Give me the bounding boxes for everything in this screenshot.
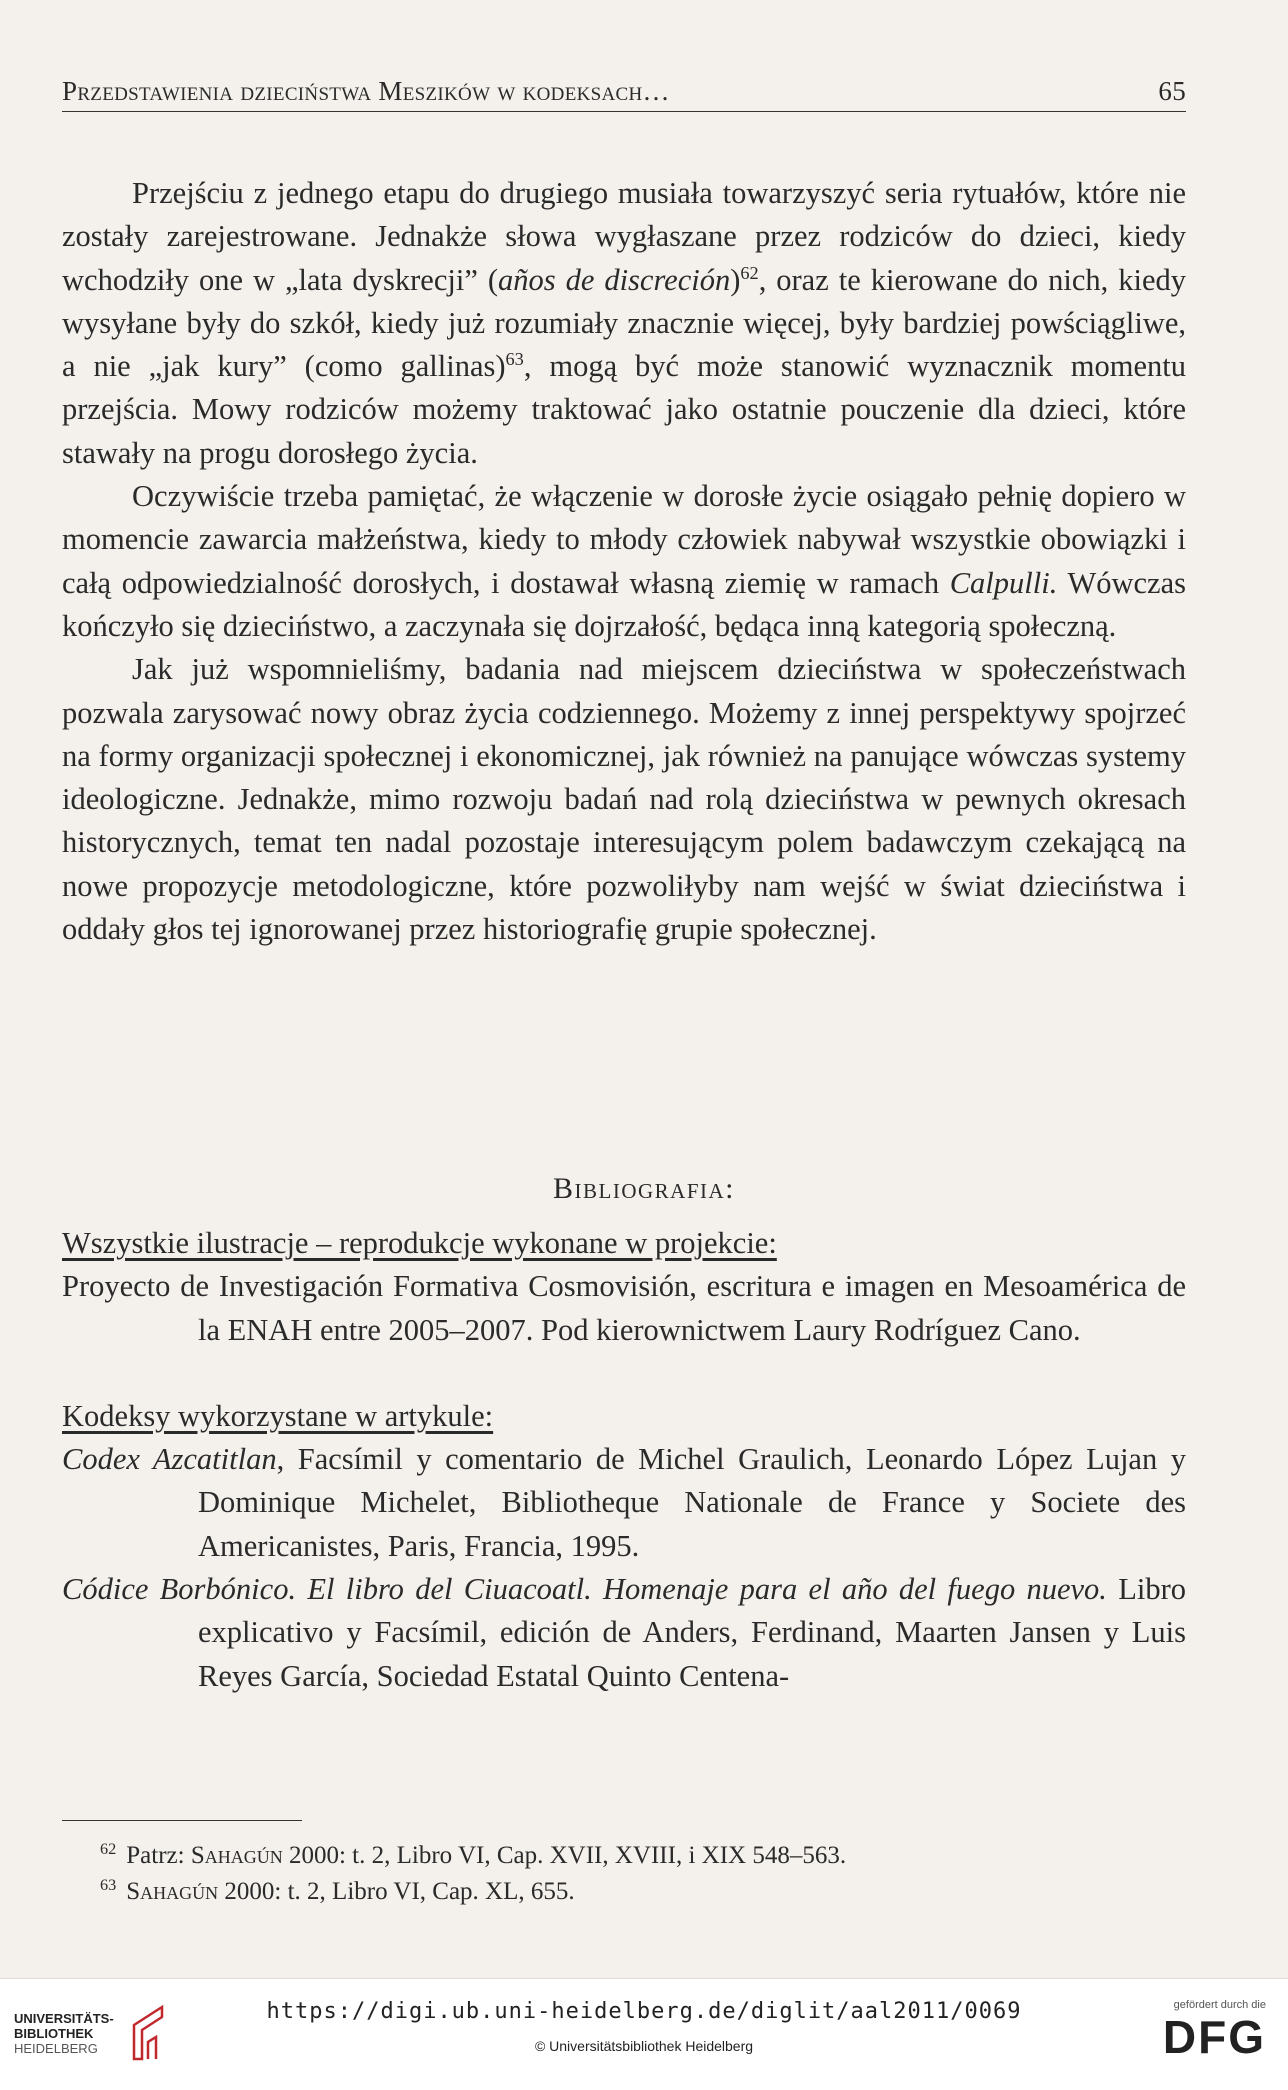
entry-details: , Facsímil y comentario de Michel Graulich, Leonardo López Lujan y Dominique Michelet, Bibliotheque Nationale de France y Societe des Americanistes, Paris, Francia, 1995. [198, 1442, 1186, 1563]
main-text [62, 172, 1186, 951]
permalink-url[interactable]: https://digi.ub.uni-heidelberg.de/diglit/aal2011/0069 [266, 1999, 1022, 2024]
footnote-author: Sahagún [126, 1878, 219, 1905]
footnote-ref-63[interactable]: 63 [505, 349, 524, 370]
bibliography-subheading-codices: Kodeksy wykorzystane w artykule: [62, 1398, 494, 1433]
paragraph-2-text-c: Wówczas kończyło się dzieciństwo, a zaczynała się dojrzałość, będąca inną kategorią społeczną. [62, 565, 1186, 643]
running-head [62, 76, 1186, 112]
paragraph-1-text-a: Przejściu z jednego etapu do drugiego musiała towarzyszyć seria rytuałów, które nie zostały zarejestrowane. Jednakże słowa wygłaszane przez rodziców do dzieci, kiedy wchodziły one w „lata dyskrecji” ( [62, 176, 1186, 297]
footer-center [0, 1999, 1288, 2054]
spacer [62, 1352, 1186, 1395]
paragraph-2-italic: Calpulli. [949, 565, 1058, 600]
bibliography-entry [62, 1568, 1186, 1698]
footnote-text: 2000: t. 2, Libro VI, Cap. XVII, XVIII, i XIX 548–563. [282, 1842, 847, 1869]
paragraph-1-text-c: ) [730, 262, 741, 297]
digitization-footer [0, 1978, 1288, 2090]
page-number: 65 [1158, 76, 1186, 106]
footnote-62 [100, 1838, 1186, 1874]
footnote-number: 63 [100, 1875, 117, 1894]
bibliography-heading: Bibliografia: [552, 1172, 735, 1205]
entry-title: Códice Borbónico. El libro del Ciuacoatl. Homenaje para el año del fuego nuevo. [62, 1572, 1107, 1607]
paragraph-1-text-e: , mogą być może stanowić wyznacznik momentu przejścia. Mowy rodziców możemy traktować jako ostatnie pouczenie dla dzieci, które stawały na progu dorosłego życia. [62, 349, 1187, 470]
footnote-author: Sahagún [190, 1842, 283, 1869]
running-title: Przedstawienia dzieciństwa Meszików w kodeksach… [62, 76, 670, 106]
footnote-prefix: Patrz: [126, 1842, 191, 1869]
copyright-notice: © Universitätsbibliothek Heidelberg [534, 2038, 754, 2054]
funding-note: gefördert durch die [1173, 1999, 1266, 2011]
footnote-text: 2000: t. 2, Libro VI, Cap. XL, 655. [218, 1878, 575, 1905]
bibliography-entry: Proyecto de Investigación Formativa Cosmovisión, escritura e imagen en Mesoamérica de la ENAH entre 2005–2007. Pod kierownictwem Laury Rodríguez Cano. [62, 1269, 1186, 1347]
library-name-line: UNIVERSITÄTS- [14, 2010, 114, 2026]
paragraph-3: Jak już wspomnieliśmy, badania nad miejscem dzieciństwa w społeczeństwach pozwala zarysować nowy obraz życia codziennego. Możemy z innej perspektywy spojrzeć na formy organizacji społecznej i ekonomicznej, jak również na panujące wówczas systemy ideologiczne. Jednakże, mimo rozwoju badań nad rolą dzieciństwa w pewnych okresach historycznych, temat ten nadal pozostaje interesującym polem badawczym czekającą na nowe propozycje metodologiczne, które pozwoliłyby nam wejść w świat dzieciństwa i oddały głos tej ignorowanej przez historiografię grupie społecznej. [62, 652, 1186, 947]
paragraph-1 [62, 172, 1186, 475]
paragraph-1-italic: años de discreción [497, 262, 731, 297]
dfg-funding[interactable] [1163, 1999, 1266, 2063]
footnote-63 [100, 1874, 1186, 1910]
paragraph-2-text-a: Oczywiście trzeba pamiętać, że włączenie w dorosłe życie osiągało pełnię dopiero w momencie zawarcia małżeństwa, kiedy to młody człowiek nabywał wszystkie obowiązki i całą odpowiedzialność dorosłych, i dostawał własną ziemię w ramach [62, 479, 1186, 600]
dfg-logo: DFG [1162, 2011, 1266, 2063]
footnote-divider [62, 1820, 302, 1821]
entry-details: Libro explicativo y Facsímil, edición de Anders, Ferdinand, Maarten Jansen y Luis Reyes García, Sociedad Estatal Quinto Centena- [198, 1572, 1186, 1693]
footnote-ref-62[interactable]: 62 [740, 262, 759, 283]
bibliography-entry [62, 1438, 1186, 1568]
library-name-line: BIBLIOTHEK [14, 2025, 94, 2041]
entry-title: Codex Azcatitlan [62, 1442, 277, 1477]
footnote-number: 62 [100, 1839, 117, 1858]
library-name-line: HEIDELBERG [14, 2040, 98, 2056]
paragraph-2 [62, 475, 1186, 648]
footnotes [100, 1838, 1186, 1910]
bibliography [62, 1222, 1186, 1698]
bibliography-subheading-illustrations: Wszystkie ilustracje – reprodukcje wykonane w projekcie: [62, 1226, 777, 1260]
paragraph-1-text-d: , oraz te kierowane do nich, kiedy wysyłane były do szkół, kiedy już rozumiały znacznie więcej, były bardziej powściągliwe, a nie „jak kury” (como gallinas) [62, 262, 1186, 384]
